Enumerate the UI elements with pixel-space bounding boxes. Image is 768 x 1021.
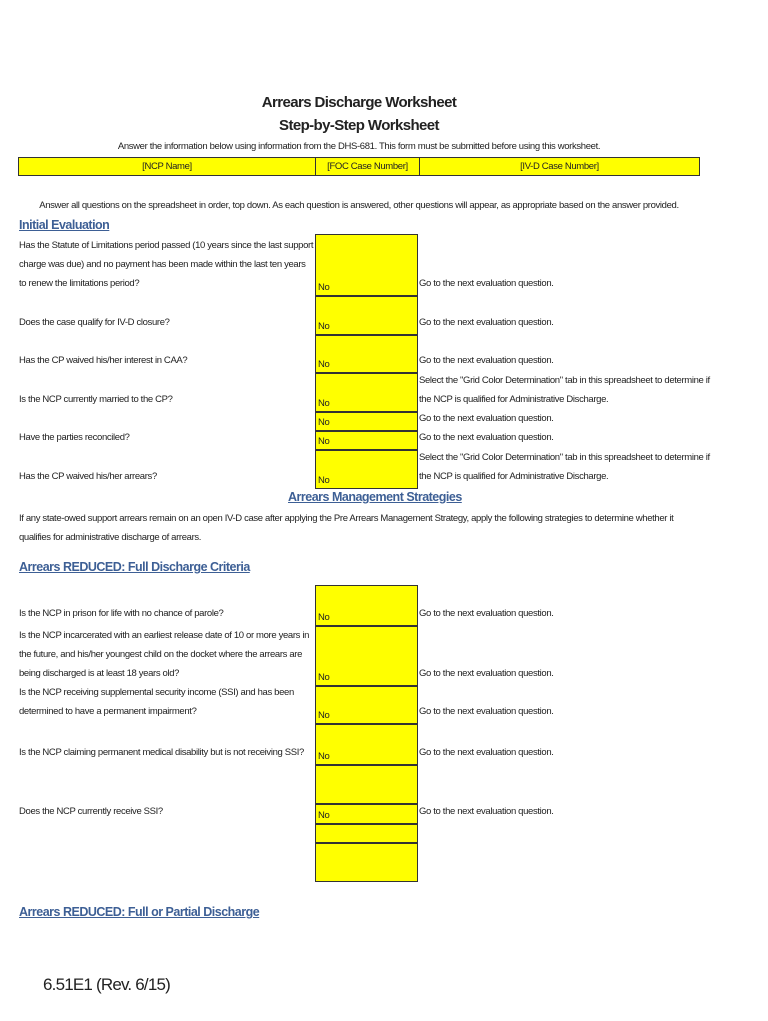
instruction-text: Go to the next evaluation question.	[419, 317, 554, 328]
instruction-text: Select the "Grid Color Determination" tab in this spreadsheet to determine if the NCP is qualified for Administrative Discharge.	[419, 452, 710, 482]
question-text: Is the NCP claiming permanent medical disability but is not receiving SSI?	[19, 747, 304, 758]
partial-discharge-heading: Arrears REDUCED: Full or Partial Discharge	[19, 905, 260, 919]
answer-cell[interactable]	[315, 335, 418, 373]
instruction-text: Go to the next evaluation question.	[419, 806, 554, 817]
question-text: Is the NCP currently married to the CP?	[19, 394, 173, 405]
question-text: Have the parties reconciled?	[19, 432, 130, 443]
full-discharge-heading: Arrears REDUCED: Full Discharge Criteria	[19, 560, 250, 574]
instruction-text: Go to the next evaluation question.	[419, 432, 554, 443]
instruction-text: Go to the next evaluation question.	[419, 706, 554, 717]
answer-cell[interactable]	[315, 824, 418, 843]
question-text: Does the case qualify for IV-D closure?	[19, 317, 170, 328]
question-row	[0, 373, 768, 412]
answer-value: No	[318, 612, 330, 623]
question-text: Has the CP waived his/her interest in CAA?	[19, 355, 188, 366]
answer-cell[interactable]	[315, 373, 418, 412]
question-row	[0, 724, 768, 765]
question-row	[0, 335, 768, 373]
instruction-text: Go to the next evaluation question.	[419, 668, 554, 679]
instruction-text: Select the "Grid Color Determination" tab in this spreadsheet to determine if the NCP is qualified for Administrative Discharge.	[419, 375, 710, 405]
foc-case-number-field[interactable]: [FOC Case Number]	[316, 158, 420, 175]
answer-cell[interactable]	[315, 412, 418, 431]
answer-value: No	[318, 321, 330, 332]
question-row	[0, 585, 768, 626]
answer-value: No	[318, 417, 330, 428]
case-info-header	[18, 157, 700, 176]
ivd-case-number-field[interactable]: [IV-D Case Number]	[520, 161, 599, 172]
answer-cell[interactable]	[315, 686, 418, 724]
answer-cell[interactable]	[315, 843, 418, 882]
form-number: 6.51E1 (Rev. 6/15)	[43, 975, 171, 994]
answer-cell[interactable]	[315, 724, 418, 765]
instruction-text: Go to the next evaluation question.	[419, 355, 554, 366]
answer-value: No	[318, 475, 330, 486]
question-row	[0, 824, 768, 843]
answer-value: No	[318, 282, 330, 293]
ncp-name-field[interactable]: [NCP Name]	[19, 158, 316, 175]
form-instruction: Answer the information below using information from the DHS-681. This form must be submitted before using this worksheet.	[117, 141, 601, 152]
question-text: Has the CP waived his/her arrears?	[19, 471, 157, 482]
answer-cell[interactable]	[315, 296, 418, 335]
answer-value: No	[318, 436, 330, 447]
question-row	[0, 296, 768, 335]
answer-value: No	[318, 672, 330, 683]
strategies-text: If any state-owed support arrears remain on an open IV-D case after applying the Pre Arrears Management Strategy, apply the following strategies to determine whether it qualifies for administrative discharge of arrears.	[19, 513, 674, 543]
instruction-text: Go to the next evaluation question.	[419, 608, 554, 619]
question-text: Does the NCP currently receive SSI?	[19, 806, 163, 817]
initial-evaluation-heading: Initial Evaluation	[19, 218, 110, 232]
instruction-text: Go to the next evaluation question.	[419, 278, 554, 289]
question-text: Is the NCP incarcerated with an earliest release date of 10 or more years in the future, and his/her youngest child on the docket where the arrears are being discharged is at least 18 years old?	[19, 630, 310, 679]
answer-value: No	[318, 710, 330, 721]
question-text: Has the Statute of Limitations period passed (10 years since the last support charge was due) and no payment has been made within the last ten years to renew the limitations period?	[19, 240, 314, 289]
instruction-text: Go to the next evaluation question.	[419, 413, 554, 424]
answer-cell[interactable]	[315, 765, 418, 804]
question-row	[0, 686, 768, 724]
question-row	[0, 234, 768, 296]
question-row	[0, 843, 768, 882]
question-text: Is the NCP in prison for life with no chance of parole?	[19, 608, 224, 619]
question-row	[0, 450, 768, 489]
answer-cell[interactable]	[315, 585, 418, 626]
answer-cell[interactable]	[315, 450, 418, 489]
question-row	[0, 626, 768, 686]
answer-cell[interactable]	[315, 626, 418, 686]
strategies-heading: Arrears Management Strategies	[288, 490, 462, 504]
instruction-text: Go to the next evaluation question.	[419, 747, 554, 758]
answer-cell[interactable]	[315, 804, 418, 824]
question-row	[0, 765, 768, 804]
answer-cell[interactable]	[315, 234, 418, 296]
order-note: Answer all questions on the spreadsheet in order, top down. As each question is answered, other questions will appear, as appropriate based on the answer provided.	[39, 200, 679, 211]
worksheet-title: Arrears Discharge Worksheet	[261, 94, 457, 111]
answer-value: No	[318, 398, 330, 409]
answer-value: No	[318, 810, 330, 821]
question-text: Is the NCP receiving supplemental security income (SSI) and has been determined to have a permanent impairment?	[19, 687, 294, 717]
question-row	[0, 804, 768, 824]
answer-value: No	[318, 359, 330, 370]
answer-cell[interactable]	[315, 431, 418, 450]
answer-value: No	[318, 751, 330, 762]
worksheet-subtitle: Step-by-Step Worksheet	[279, 117, 439, 134]
